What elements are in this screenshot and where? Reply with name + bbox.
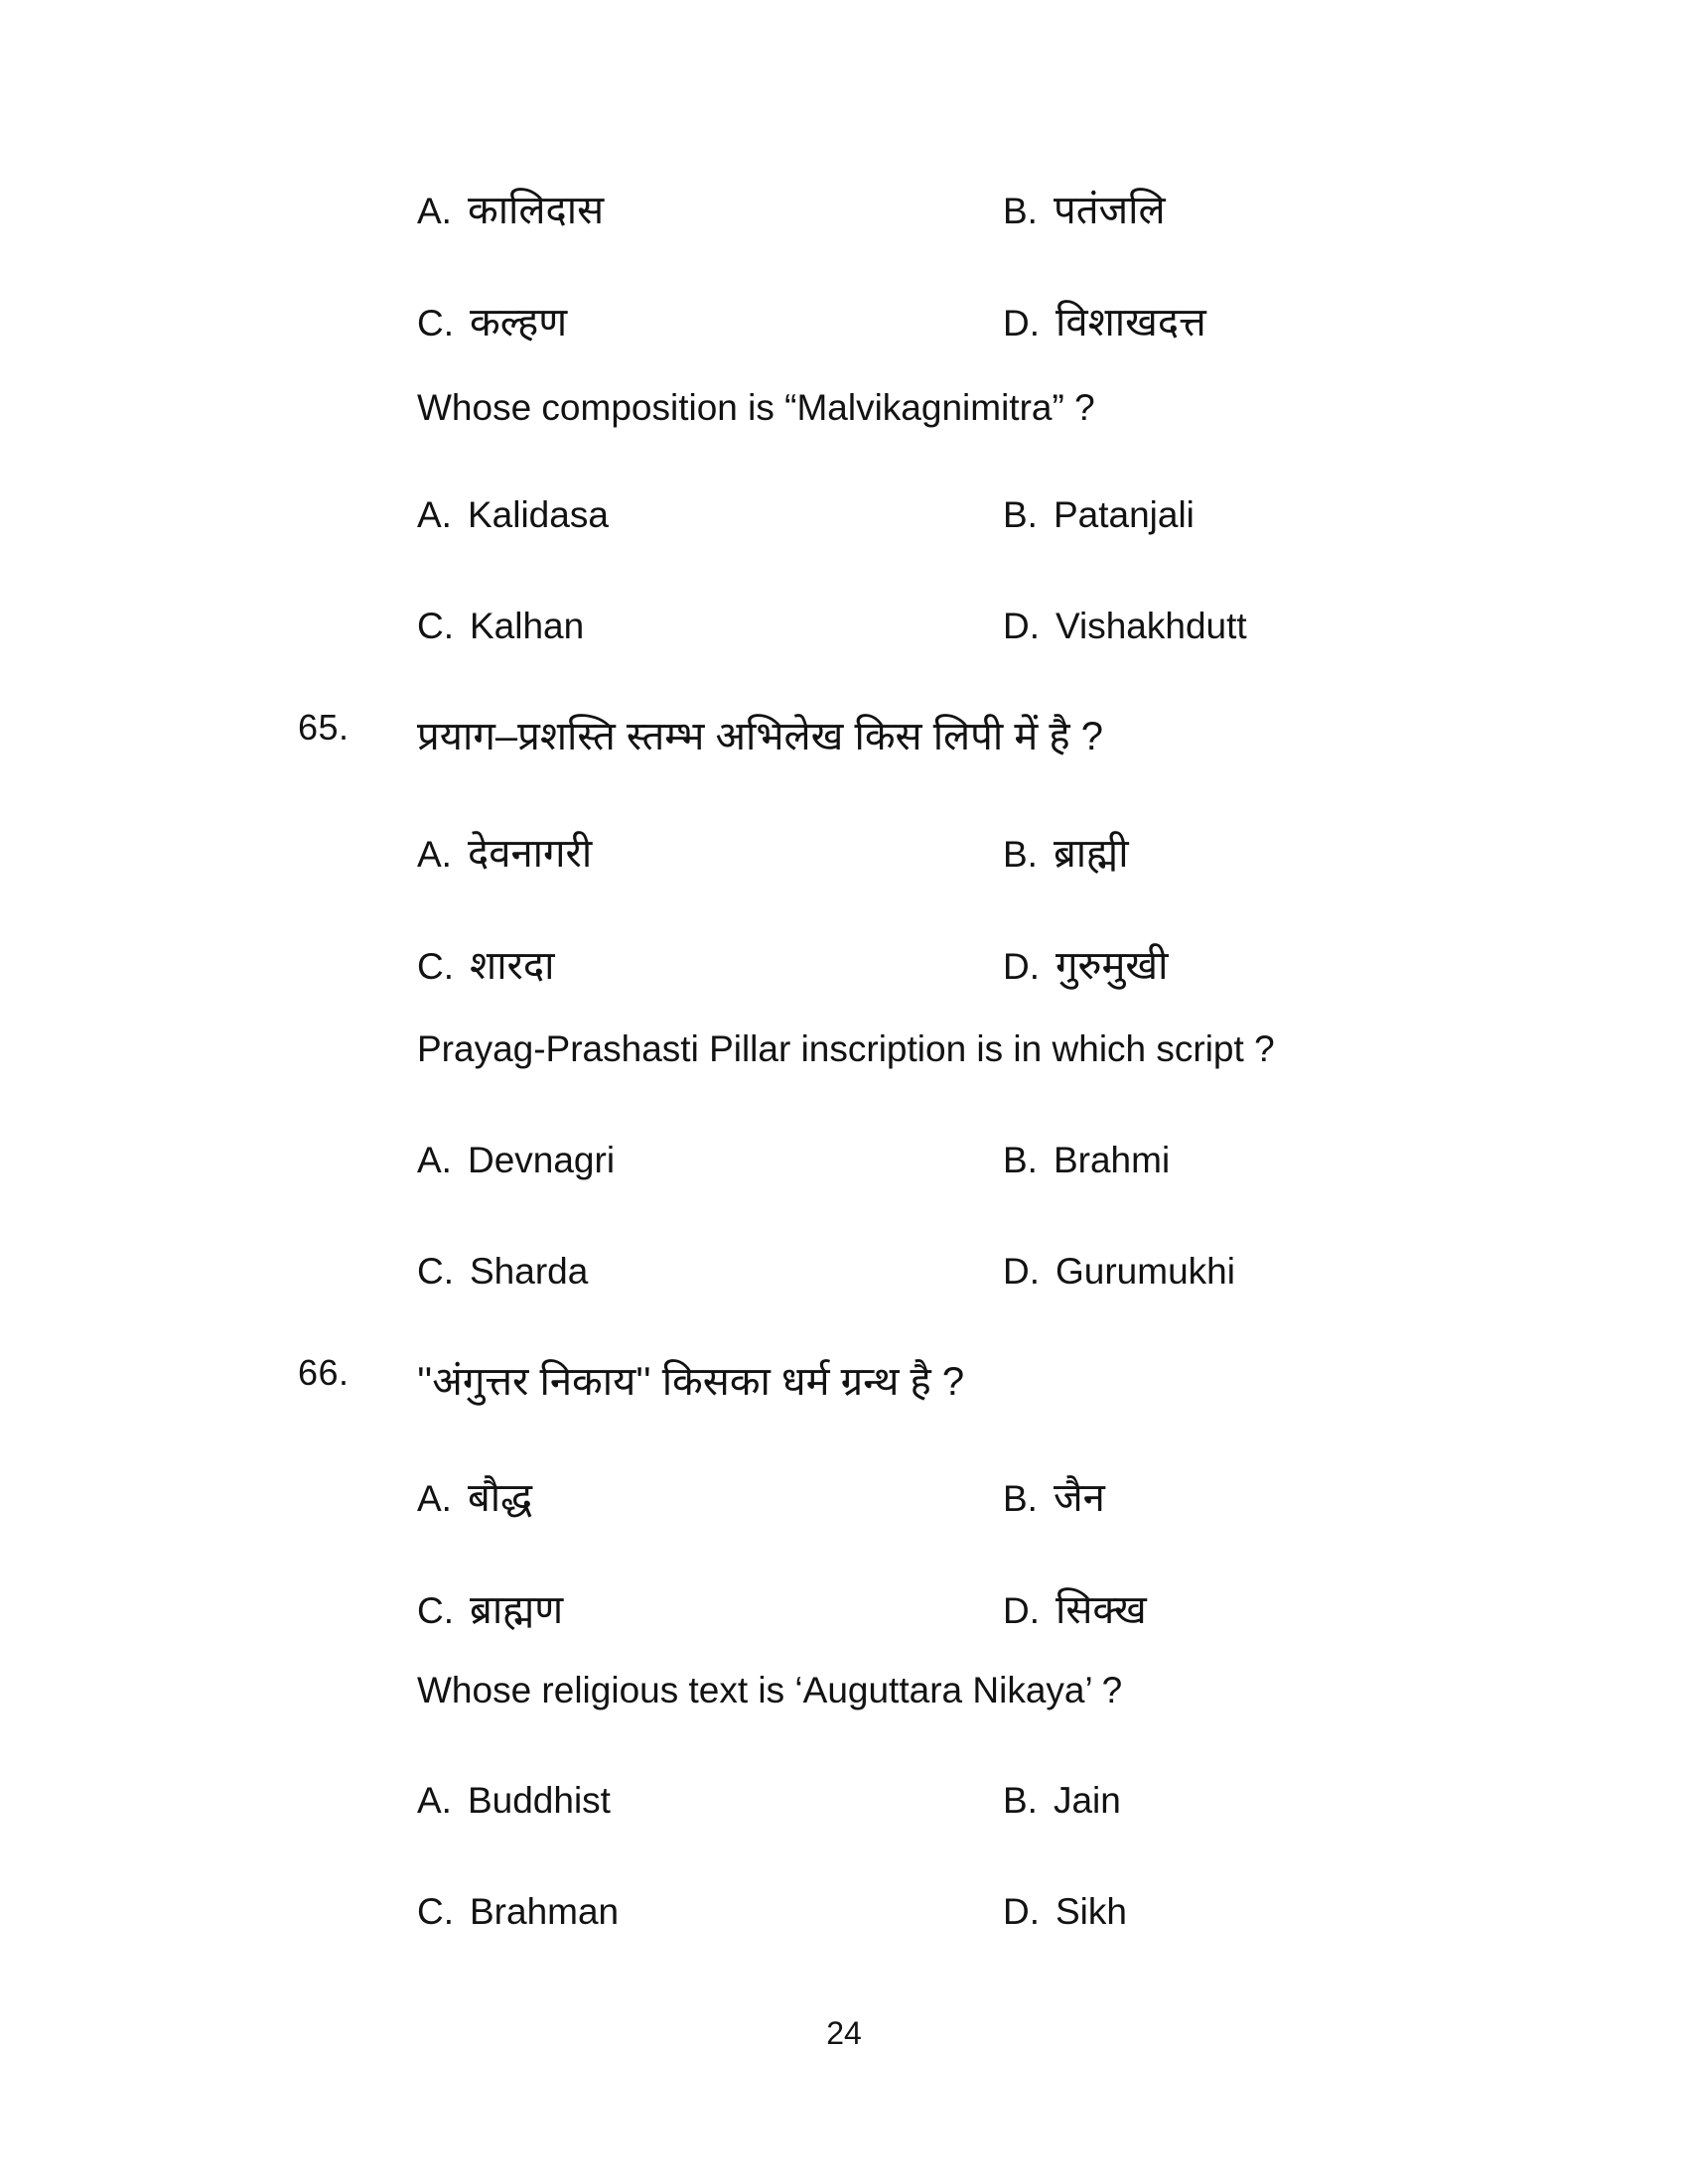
q66-question-english: Whose religious text is ‘Auguttara Nikaya’ ?	[417, 1670, 1123, 1710]
option-label: B.	[1003, 191, 1038, 231]
q64-option-d-english	[1003, 606, 1247, 647]
option-label: C.	[417, 1590, 454, 1631]
q65-question-hindi: प्रयाग–प्रशस्ति स्तम्भ अभिलेख किस लिपी में है ?	[417, 715, 1104, 758]
option-label: C.	[417, 303, 454, 343]
q66-option-d-english	[1003, 1891, 1127, 1933]
option-text: बौद्ध	[467, 1476, 533, 1520]
option-text: Buddhist	[467, 1780, 611, 1821]
q65-option-d-hindi	[1003, 936, 1168, 991]
option-label: B.	[1003, 834, 1038, 875]
option-text: Patanjali	[1053, 494, 1195, 535]
q65-option-d-english	[1003, 1251, 1235, 1293]
option-label: A.	[417, 191, 452, 231]
option-label: C.	[417, 1251, 454, 1292]
q64-question-english: Whose composition is “Malvikagnimitra” ?	[417, 387, 1095, 428]
option-label: D.	[1003, 303, 1040, 343]
option-label: B.	[1003, 1780, 1038, 1821]
option-label: C.	[417, 606, 454, 646]
q66-option-a-english	[417, 1780, 611, 1822]
option-label: A.	[417, 1780, 452, 1821]
option-label: B.	[1003, 1478, 1038, 1519]
page-number: 24	[826, 2015, 862, 2051]
option-label: B.	[1003, 1140, 1038, 1180]
q64-option-a-hindi	[417, 181, 604, 235]
q64-option-c-hindi	[417, 293, 567, 347]
q66-option-b-hindi	[1003, 1468, 1105, 1523]
q65-option-a-hindi	[417, 824, 592, 879]
option-text: शारदा	[470, 944, 555, 988]
q66-option-a-hindi	[417, 1468, 532, 1523]
q64-option-c-english	[417, 606, 584, 647]
option-text: ब्राह्मी	[1053, 832, 1129, 876]
option-label: B.	[1003, 494, 1038, 535]
option-text: गुरुमुखी	[1055, 944, 1169, 988]
option-label: D.	[1003, 606, 1040, 646]
q65-question-english: Prayag-Prashasti Pillar inscription is in which script ?	[417, 1028, 1275, 1069]
q65-question-number: 65.	[298, 707, 350, 748]
q64-option-a-english	[417, 494, 609, 536]
option-text: जैन	[1053, 1476, 1105, 1520]
option-text: Brahmi	[1053, 1140, 1171, 1180]
option-text: ब्राह्मण	[470, 1588, 564, 1632]
q65-option-c-english	[417, 1251, 588, 1293]
q64-option-b-hindi	[1003, 181, 1166, 235]
q66-question-hindi: ''अंगुत्तर निकाय'' किसका धर्म ग्रन्थ है ?	[417, 1360, 965, 1404]
q65-option-c-hindi	[417, 936, 555, 991]
option-text: Sikh	[1055, 1891, 1127, 1932]
option-text: पतंजलि	[1053, 189, 1166, 232]
option-label: C.	[417, 1891, 454, 1932]
option-text: कल्हण	[470, 301, 568, 344]
option-label: D.	[1003, 1590, 1040, 1631]
option-label: A.	[417, 834, 452, 875]
q65-option-b-english	[1003, 1140, 1170, 1181]
option-label: D.	[1003, 1251, 1040, 1292]
q66-question-number: 66.	[298, 1352, 350, 1393]
q66-option-c-english	[417, 1891, 619, 1933]
option-label: C.	[417, 946, 454, 987]
option-text: विशाखदत्त	[1055, 301, 1206, 344]
option-text: Sharda	[470, 1251, 589, 1292]
q66-option-c-hindi	[417, 1580, 563, 1635]
option-text: देवनागरी	[467, 832, 593, 876]
option-text: Kalidasa	[467, 494, 609, 535]
q64-option-d-hindi	[1003, 293, 1206, 347]
q65-option-b-hindi	[1003, 824, 1129, 879]
option-label: A.	[417, 1140, 452, 1180]
option-text: Gurumukhi	[1055, 1251, 1235, 1292]
option-text: Brahman	[470, 1891, 620, 1932]
option-text: Devnagri	[467, 1140, 616, 1180]
option-label: A.	[417, 494, 452, 535]
option-text: सिक्ख	[1055, 1588, 1147, 1632]
q66-option-b-english	[1003, 1780, 1121, 1822]
q64-option-b-english	[1003, 494, 1195, 536]
option-text: कालिदास	[467, 189, 605, 232]
option-text: Kalhan	[470, 606, 585, 646]
option-text: Vishakhdutt	[1055, 606, 1247, 646]
option-label: A.	[417, 1478, 452, 1519]
q65-option-a-english	[417, 1140, 615, 1181]
option-text: Jain	[1053, 1780, 1121, 1821]
q66-option-d-hindi	[1003, 1580, 1147, 1635]
option-label: D.	[1003, 946, 1040, 987]
option-label: D.	[1003, 1891, 1040, 1932]
